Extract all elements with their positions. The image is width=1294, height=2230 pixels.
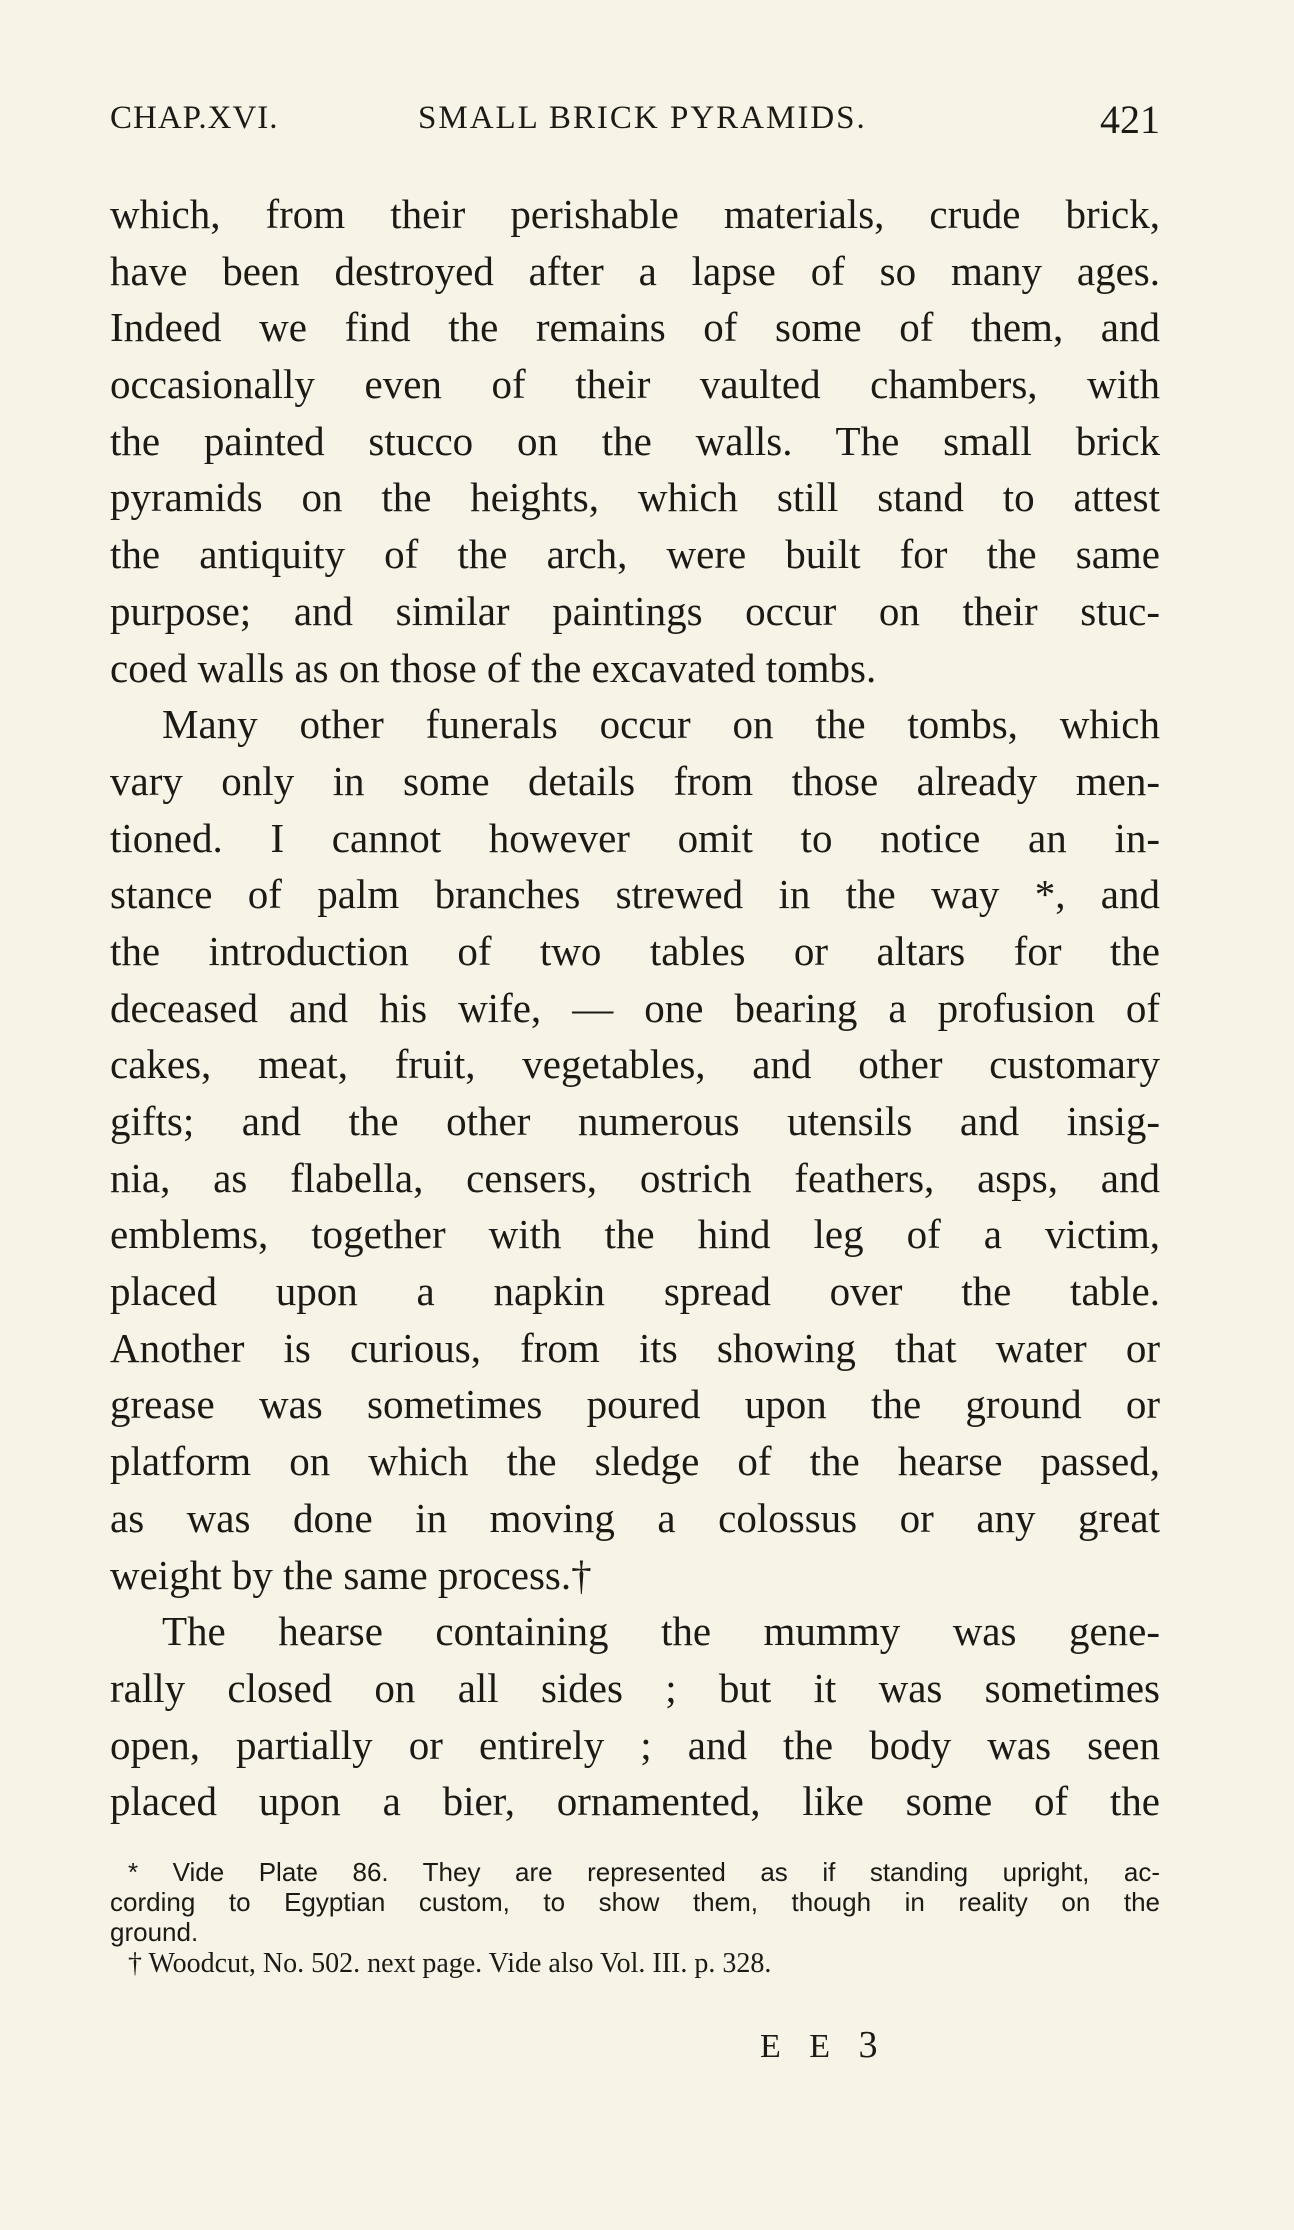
text-line: which, from their perishable materials, crude brick, — [110, 191, 1160, 237]
text-line: the painted stucco on the walls. The small brick — [110, 417, 1160, 464]
footnote-line: * Vide Plate 86. They are represented as if standing upright, ac- — [128, 1857, 1160, 1887]
text-line: have been destroyed after a lapse of so many ages. — [110, 247, 1160, 294]
text-line: placed upon a napkin spread over the table. — [110, 1268, 1160, 1315]
text-line: weight by the same process.† — [110, 1551, 592, 1598]
text-line: cakes, meat, fruit, vegetables, and other customary — [110, 1041, 1160, 1088]
body-text — [110, 186, 1160, 1830]
text-line: platform on which the sledge of the hearse passed, — [110, 1438, 1160, 1485]
text-line: grease was sometimes poured upon the ground or — [110, 1381, 1160, 1428]
footnote-line: ground. — [110, 1917, 199, 1947]
text-line: pyramids on the heights, which still stand to attest — [110, 474, 1160, 521]
text-line: stance of palm branches strewed in the way *, and — [110, 871, 1160, 918]
page-number: 421 — [1100, 97, 1160, 142]
text-line: Indeed we find the remains of some of them, and — [110, 304, 1160, 351]
printer-signature — [760, 2023, 878, 2067]
text-line: open, partially or entirely ; and the body was seen — [110, 1721, 1160, 1768]
text-line: coed walls as on those of the excavated tombs. — [110, 644, 877, 691]
text-line: purpose; and similar paintings occur on their stuc- — [110, 587, 1160, 634]
text-line: as was done in moving a colossus or any great — [110, 1494, 1160, 1541]
text-line: Many other funerals occur on the tombs, which — [162, 701, 1160, 748]
text-line: nia, as flabella, censers, ostrich feathers, asps, and — [110, 1154, 1160, 1201]
text-line: deceased and his wife, — one bearing a profusion of — [110, 984, 1160, 1031]
text-line: placed upon a bier, ornamented, like some of the — [110, 1778, 1160, 1825]
text-line: vary only in some details from those already men- — [110, 757, 1160, 804]
text-line: gifts; and the other numerous utensils and insig- — [110, 1098, 1160, 1144]
text-line: rally closed on all sides ; but it was sometimes — [110, 1664, 1160, 1711]
text-line: The hearse containing the mummy was gene- — [162, 1608, 1160, 1655]
chapter-label: CHAP.XVI. — [110, 100, 279, 136]
text-line: Another is curious, from its showing that water or — [110, 1324, 1160, 1371]
footnotes — [110, 1857, 1160, 1979]
signature-number: 3 — [858, 2024, 878, 2066]
footnote-line: † Woodcut, No. 502. next page. Vide also Vol. III. p. 328. — [128, 1948, 772, 1979]
text-line: occasionally even of their vaulted chambers, with — [110, 361, 1160, 408]
signature-letters: E E — [760, 2028, 841, 2065]
text-line: tioned. I cannot however omit to notice an in- — [110, 814, 1160, 861]
text-line: emblems, together with the hind leg of a victim, — [110, 1211, 1160, 1258]
running-title: SMALL BRICK PYRAMIDS. — [418, 100, 867, 136]
text-line: the antiquity of the arch, were built for the same — [110, 531, 1160, 578]
running-head — [110, 97, 1160, 148]
text-line: the introduction of two tables or altars for the — [110, 927, 1160, 974]
footnote-line: cording to Egyptian custom, to show them, though in reality on the — [110, 1887, 1160, 1917]
